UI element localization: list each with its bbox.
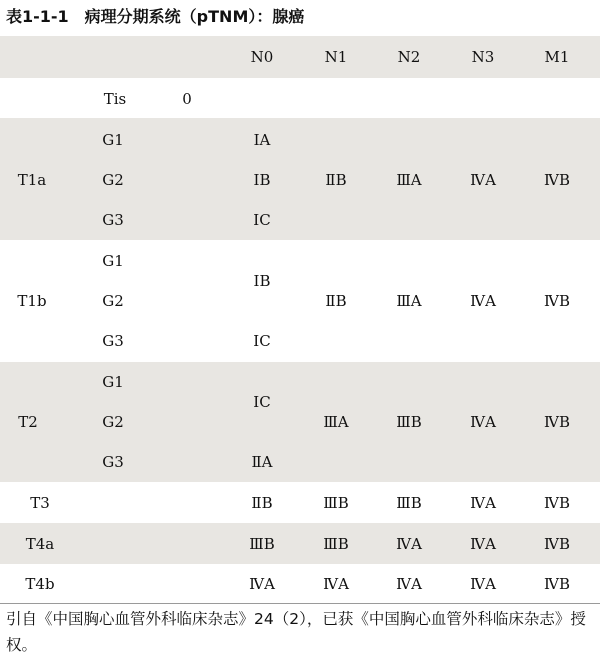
row-band-t1a [0, 118, 600, 240]
stage-cell: ⅣB [543, 494, 571, 512]
stage-cell: ⅣA [470, 535, 496, 553]
grade-label: G3 [102, 453, 124, 471]
bottom-rule [0, 603, 600, 604]
stage-cell: ⅡB [325, 292, 347, 310]
stage-cell: ⅡB [325, 171, 347, 189]
grade-label: G1 [102, 373, 124, 391]
stage-cell: ⅢB [323, 535, 349, 553]
stage-cell: ⅣA [470, 171, 496, 189]
stage-cell: ⅣA [470, 413, 496, 431]
stage-cell: ⅣA [249, 575, 275, 593]
row-label-t4a: T4a [25, 535, 55, 553]
col-header-n2: N2 [397, 48, 421, 66]
row-label-t4b: T4b [25, 575, 55, 593]
stage-cell: ⅣA [396, 535, 422, 553]
row-label-t3: T3 [30, 494, 50, 512]
stage-cell: ⅢA [396, 292, 422, 310]
grade-label: G2 [102, 413, 124, 431]
stage-cell: ⅠB [253, 171, 271, 189]
stage-cell: ⅠC [253, 332, 271, 350]
grade-label: G1 [102, 131, 124, 149]
stage-cell: ⅠC [253, 393, 271, 411]
tis-value: 0 [182, 90, 192, 108]
grade-label: G2 [102, 171, 124, 189]
stage-cell: ⅡB [251, 494, 273, 512]
stage-cell: ⅠA [253, 131, 271, 149]
grade-label: G2 [102, 292, 124, 310]
row-label-t1a: T1a [17, 171, 47, 189]
row-band-t2 [0, 362, 600, 482]
stage-cell: ⅣB [543, 292, 571, 310]
col-header-m1: M1 [544, 48, 570, 66]
col-header-n0: N0 [250, 48, 274, 66]
source-footnote: 引自《中国胸心血管外科临床杂志》24（2），已获《中国胸心血管外科临床杂志》授权。 [6, 610, 586, 654]
stage-cell: ⅣA [396, 575, 422, 593]
stage-cell: ⅠC [253, 211, 271, 229]
stage-cell: ⅢB [396, 494, 422, 512]
stage-cell: ⅢB [323, 494, 349, 512]
tis-label: Tis [103, 90, 127, 108]
stage-cell: ⅣA [470, 494, 496, 512]
grade-label: G1 [102, 252, 124, 270]
stage-cell: ⅡA [251, 453, 273, 471]
row-label-t2: T2 [18, 413, 38, 431]
table-title: 表1-1-1 病理分期系统（pTNM）：腺癌 [6, 7, 305, 26]
stage-cell: ⅣB [543, 575, 571, 593]
stage-cell: ⅣB [543, 171, 571, 189]
col-header-n3: N3 [471, 48, 495, 66]
stage-cell: ⅣA [323, 575, 349, 593]
stage-cell: ⅣA [470, 292, 496, 310]
grade-label: G3 [102, 332, 124, 350]
stage-cell: ⅢB [396, 413, 422, 431]
col-header-n1: N1 [324, 48, 348, 66]
stage-cell: ⅢB [249, 535, 275, 553]
grade-label: G3 [102, 211, 124, 229]
row-label-t1b: T1b [17, 292, 47, 310]
stage-cell: ⅣA [470, 575, 496, 593]
row-band-t4a [0, 523, 600, 564]
stage-cell: ⅢA [396, 171, 422, 189]
stage-cell: ⅢA [323, 413, 349, 431]
stage-cell: ⅣB [543, 413, 571, 431]
header-band [0, 36, 600, 78]
stage-cell: ⅣB [543, 535, 571, 553]
stage-cell: ⅠB [253, 272, 271, 290]
